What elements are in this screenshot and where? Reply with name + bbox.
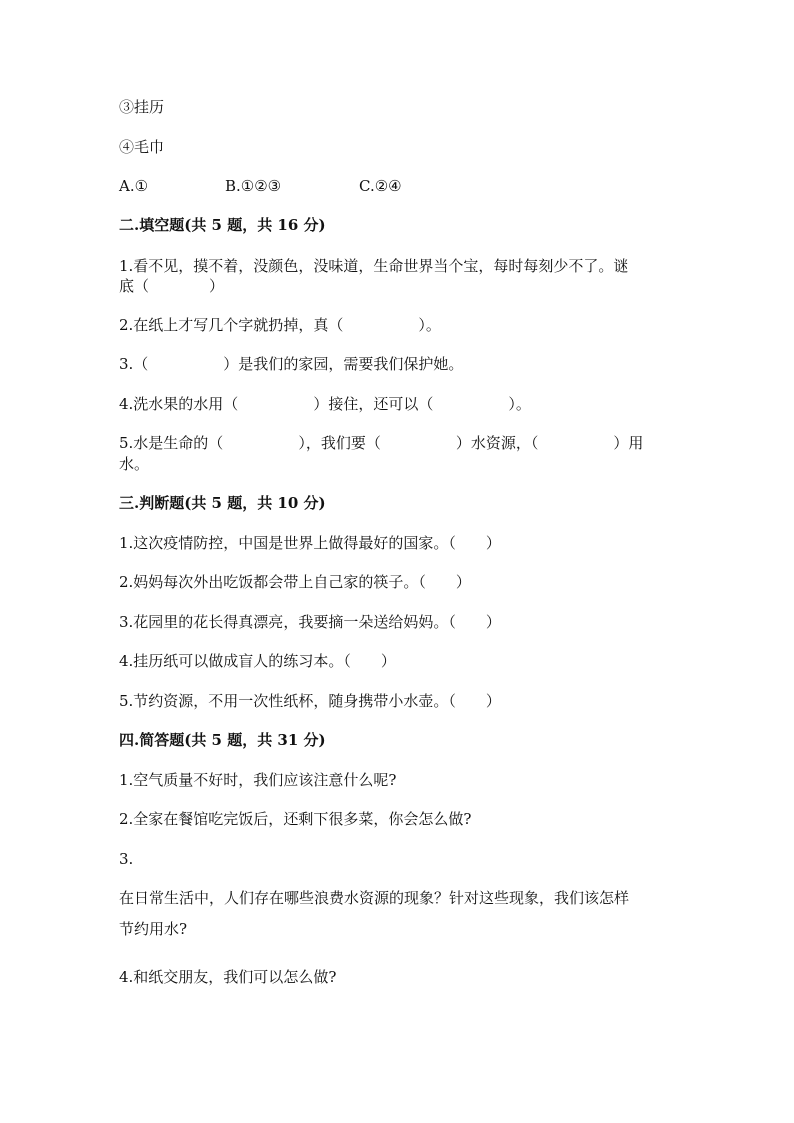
fill-q5-line2: 水。 [119, 455, 150, 473]
section-title-true-false: 三.判断题(共 5 题，共 10 分) [119, 494, 326, 512]
short-q2: 2.全家在餐馆吃完饭后，还剩下很多菜，你会怎么做? [119, 810, 472, 828]
judge-item-1: 1.这次疫情防控，中国是世界上做得最好的国家。（ ） [119, 534, 501, 552]
short-q3-number: 3. [119, 850, 134, 868]
choice-a: A.① [119, 177, 149, 195]
short-q4: 4.和纸交朋友，我们可以怎么做? [119, 968, 337, 986]
choice-c: C.②④ [359, 177, 402, 195]
fill-q1-line1: 1.看不见，摸不着，没颜色，没味道，生命世界当个宝，每时每刻少不了。谜 [119, 257, 629, 275]
fill-q4: 4.洗水果的水用（ ）接住，还可以（ ）。 [119, 395, 531, 413]
short-q3-line2: 节约用水? [119, 920, 188, 938]
fill-q5-line1: 5.水是生命的（ ），我们要（ ）水资源，（ ）用 [119, 434, 644, 452]
short-q3-line1: 在日常生活中，人们存在哪些浪费水资源的现象？针对这些现象，我们该怎样 [119, 889, 630, 907]
fill-q1-line2: 底（ ） [119, 277, 225, 295]
answer-choices [119, 175, 402, 197]
judge-item-2: 2.妈妈每次外出吃饭都会带上自己家的筷子。（ ） [119, 573, 471, 591]
option-item-3: ③挂历 [119, 98, 165, 116]
judge-item-3: 3.花园里的花长得真漂亮，我要摘一朵送给妈妈。（ ） [119, 613, 501, 631]
fill-q3: 3.（ ）是我们的家园，需要我们保护她。 [119, 355, 464, 373]
option-item-4: ④毛巾 [119, 138, 165, 156]
short-q1: 1.空气质量不好时，我们应该注意什么呢? [119, 771, 397, 789]
judge-item-4: 4.挂历纸可以做成盲人的练习本。（ ） [119, 652, 396, 670]
section-title-short-answer: 四.简答题(共 5 题，共 31 分) [119, 731, 326, 749]
choice-b: B.①②③ [225, 177, 282, 195]
section-title-fill-in: 二.填空题(共 5 题，共 16 分) [119, 216, 326, 234]
judge-item-5: 5.节约资源，不用一次性纸杯，随身携带小水壶。（ ） [119, 692, 501, 710]
fill-q2: 2.在纸上才写几个字就扔掉，真（ ）。 [119, 316, 441, 334]
